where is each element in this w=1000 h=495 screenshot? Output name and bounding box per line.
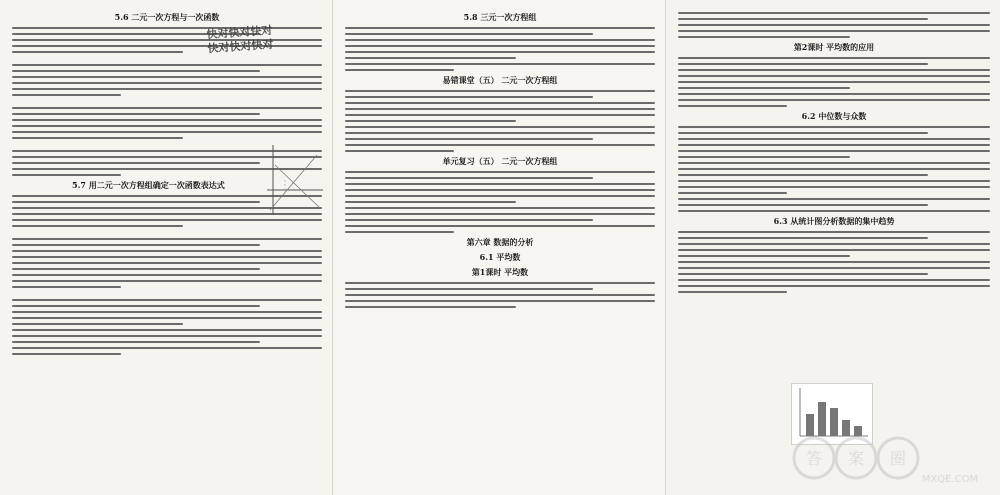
coordinate-graph-figure xyxy=(265,140,325,220)
svg-text:案: 案 xyxy=(847,449,865,468)
body-text-block xyxy=(345,171,655,233)
page-middle xyxy=(333,0,666,495)
svg-text:答: 答 xyxy=(805,449,823,468)
section-heading: 易错课堂（五） 二元一次方程组 xyxy=(442,75,558,85)
section-heading: 第2课时 平均数的应用 xyxy=(793,42,875,52)
watermark-stamp xyxy=(790,430,980,485)
svg-text:MXQE.COM: MXQE.COM xyxy=(921,474,979,485)
body-text-block xyxy=(678,57,990,107)
watermark-quick xyxy=(204,24,276,57)
body-text-block xyxy=(345,90,655,152)
watermark-line: 快对快对快对 xyxy=(207,37,274,56)
body-text-block xyxy=(678,231,990,293)
page-left xyxy=(0,0,333,495)
section-heading: 6.3 从统计图分析数据的集中趋势 xyxy=(773,216,895,226)
section-heading: 5.7 用二元一次方程组确定一次函数表达式 xyxy=(72,180,225,190)
body-text-block xyxy=(345,27,655,71)
svg-text:圈: 圈 xyxy=(889,449,907,468)
body-text-block xyxy=(345,282,655,308)
body-text-block xyxy=(678,12,990,38)
section-heading: 5.8 三元一次方程组 xyxy=(463,12,537,22)
section-heading: 5.6 二元一次方程与一次函数 xyxy=(114,12,220,22)
section-heading: 第1课时 平均数 xyxy=(471,267,529,277)
watermark-line: 快对快对快对 xyxy=(206,23,273,42)
section-heading: 6.1 平均数 xyxy=(479,252,521,262)
chapter-heading: 第六章 数据的分析 xyxy=(466,237,534,247)
section-heading: 单元复习（五） 二元一次方程组 xyxy=(442,156,558,166)
section-heading: 6.2 中位数与众数 xyxy=(801,111,867,121)
body-text-block xyxy=(678,126,990,212)
page-right xyxy=(666,0,1000,495)
